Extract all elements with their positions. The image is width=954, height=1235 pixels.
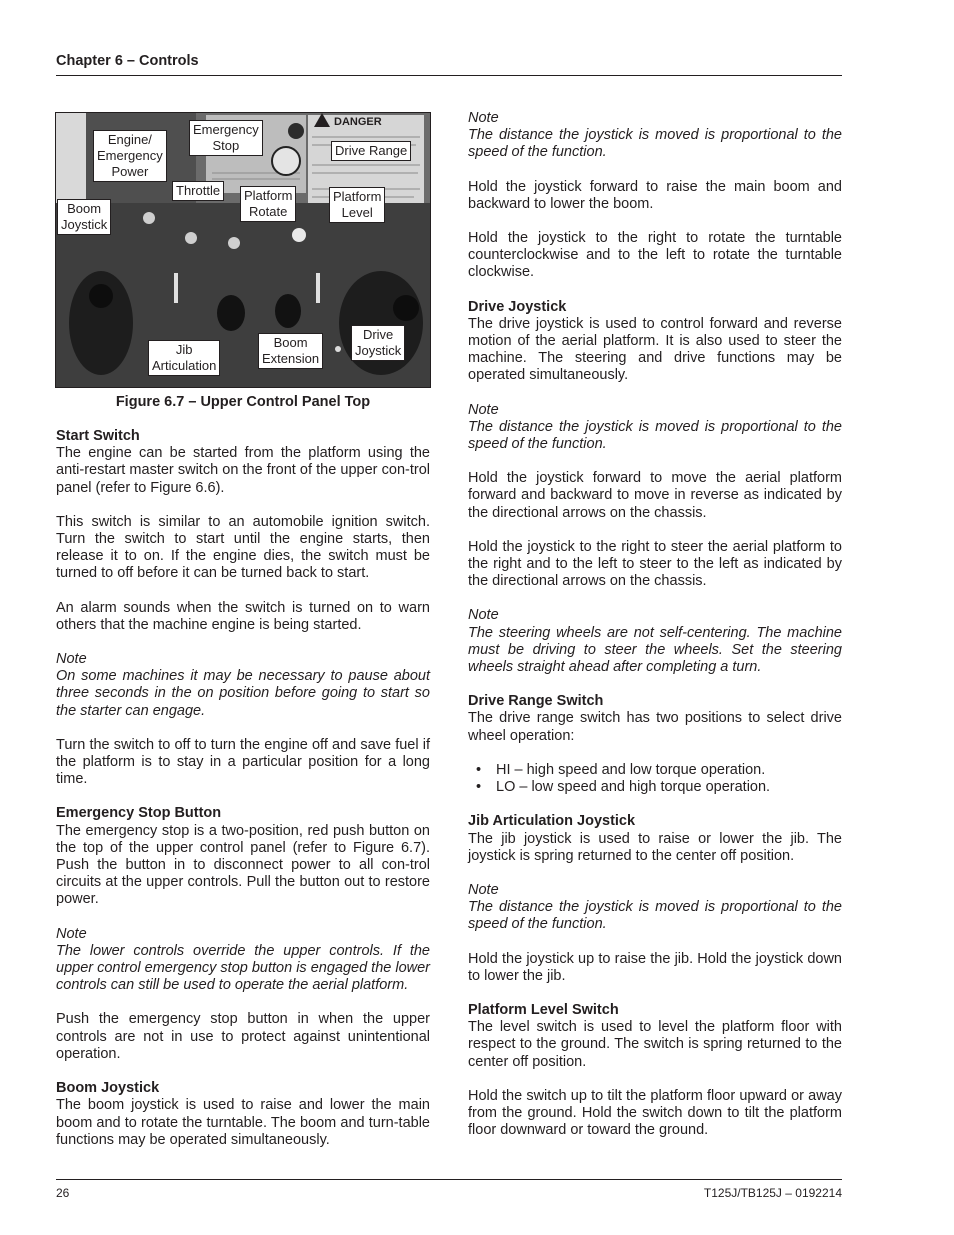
danger-label: DANGER	[334, 116, 382, 128]
callout-engine-emergency-power: Engine/ Emergency Power	[93, 130, 167, 182]
emergency-stop-heading: Emergency Stop Button	[56, 805, 222, 822]
emergency-stop-note: The lower controls override the upper controls. If the upper control emergency stop button is engaged the lower controls can still be used to operate the aerial platform.	[56, 942, 431, 994]
drive-range-list	[468, 762, 842, 796]
header-rule	[56, 75, 842, 76]
drive-joystick-knob	[393, 295, 419, 321]
footer-rule	[56, 1179, 842, 1180]
boom-extension-joystick	[275, 294, 301, 328]
drive-joystick-p3: Hold the joystick to the right to steer the aerial platform to the right and to the left to steer to the left as indicated by the directional arrows on the chassis.	[468, 538, 842, 590]
jib-joystick	[217, 295, 245, 331]
start-switch-p1: The engine can be started from the platform using the anti-restart master switch on the front of the upper con-trol panel (refer to Figure 6.6).	[56, 445, 430, 496]
steering-note: The steering wheels are not self-centering. The machine must be driving to steer the wheels. Set the steering wheels straight ahead after completing a turn.	[468, 624, 842, 676]
list-item: • HI – high speed and low torque operation.	[476, 762, 842, 779]
start-switch-p3: An alarm sounds when the switch is turned on to warn others that the machine engine is being started.	[56, 599, 430, 633]
callout-platform-rotate: Platform Rotate	[240, 186, 296, 222]
note-label: Note	[468, 401, 499, 418]
callout-boom-extension: Boom Extension	[258, 333, 323, 369]
callout-drive-joystick: Drive Joystick	[351, 325, 405, 361]
callout-emergency-stop: Emergency Stop	[189, 120, 263, 156]
start-switch-p2: This switch is similar to an automobile ignition switch. Turn the switch to start until the engine starts, then release it to on. If the engine dies, the switch must be turned to off before it can be turned back to start.	[56, 513, 430, 582]
callout-drive-range: Drive Range	[331, 141, 411, 161]
start-switch-note: On some machines it may be necessary to pause about three seconds in the on position before going to start so the starter can engage.	[56, 668, 430, 719]
boom-rotate-p: Hold the joystick to the right to rotate the turntable counterclockwise and to the left to rotate the turntable clockwise.	[468, 230, 842, 281]
platform-level-p1: The level switch is used to level the platform floor with respect to the ground. The switch is spring returned to the center off position.	[468, 1019, 842, 1070]
boom-forward-p: Hold the joystick forward to raise the main boom and backward to lower the boom.	[468, 178, 842, 212]
platform-level-heading: Platform Level Switch	[468, 1001, 619, 1018]
drive-joystick-p1: The drive joystick is used to control forward and reverse motion of the aerial platform. It is also used to steer the machine. The steering and drive functions may be operated simultaneously.	[468, 315, 842, 384]
start-switch-p4: Turn the switch to off to turn the engine off and save fuel if the platform is to stay in a particular position for a long time.	[56, 736, 430, 788]
boom-joystick-heading: Boom Joystick	[56, 1080, 160, 1097]
chapter-header: Chapter 6 – Controls	[56, 53, 199, 69]
emergency-stop-p1: The emergency stop is a two-position, red push button on the top of the upper control panel (refer to Figure 6.7). Push the button in to disconnect power to all con-trol circuits at the upper controls. Pull the button out to restore power.	[56, 822, 430, 908]
figure-caption: Figure 6.7 – Upper Control Panel Top	[115, 394, 371, 410]
note-label: Note	[56, 925, 87, 942]
jib-p1: The jib joystick is used to raise or lower the jib. The joystick is spring returned to the center off position.	[468, 830, 842, 864]
page-number: 26	[56, 1186, 70, 1200]
note-label: Note	[468, 881, 499, 898]
drive-range-heading: Drive Range Switch	[468, 693, 604, 710]
boom-joystick-p1: The boom joystick is used to raise and lower the main boom and to rotate the turntable. The boom and turn-table functions may be operated simultaneously.	[56, 1097, 430, 1148]
drive-joystick-heading: Drive Joystick	[468, 298, 567, 315]
jib-speed-note: The distance the joystick is moved is proportional to the speed of the function.	[468, 899, 842, 933]
jib-p2: Hold the joystick up to raise the jib. Hold the joystick down to lower the jib.	[468, 950, 842, 984]
note-label: Note	[468, 110, 499, 126]
emergency-stop-knob	[272, 147, 300, 175]
platform-level-p2: Hold the switch up to tilt the platform floor upward or away from the ground. Hold the switch down to tilt the platform floor downward or toward the ground.	[468, 1087, 842, 1139]
jib-heading: Jib Articulation Joystick	[468, 813, 636, 830]
drive-joystick-p2: Hold the joystick forward to move the aerial platform forward and backward to move in reverse as indicated by the directional arrows on the chassis.	[468, 470, 842, 521]
boom-speed-note: The distance the joystick is moved is proportional to the speed of the function.	[468, 127, 842, 161]
drive-range-p1: The drive range switch has two positions to select drive wheel operation:	[468, 710, 842, 744]
left-column	[56, 428, 430, 1166]
note-label: Note	[468, 607, 499, 624]
upper-control-panel-photo	[55, 112, 431, 388]
model-number: T125J/TB125J – 0192214	[703, 1186, 842, 1200]
callout-platform-level: Platform Level	[329, 187, 385, 223]
callout-boom-joystick: Boom Joystick	[57, 199, 111, 235]
note-label: Note	[56, 651, 87, 668]
emergency-stop-p2: Push the emergency stop button in when the upper controls are not in use to protect against unintentional operation.	[56, 1011, 430, 1062]
drive-speed-note: The distance the joystick is moved is proportional to the speed of the function.	[468, 418, 842, 453]
list-item: • LO – low speed and high torque operation.	[476, 779, 842, 796]
callout-throttle: Throttle	[172, 181, 224, 201]
right-column	[468, 110, 842, 1156]
start-switch-heading: Start Switch	[56, 428, 140, 444]
boom-joystick-knob	[89, 284, 113, 308]
callout-jib-articulation: Jib Articulation	[148, 340, 220, 376]
